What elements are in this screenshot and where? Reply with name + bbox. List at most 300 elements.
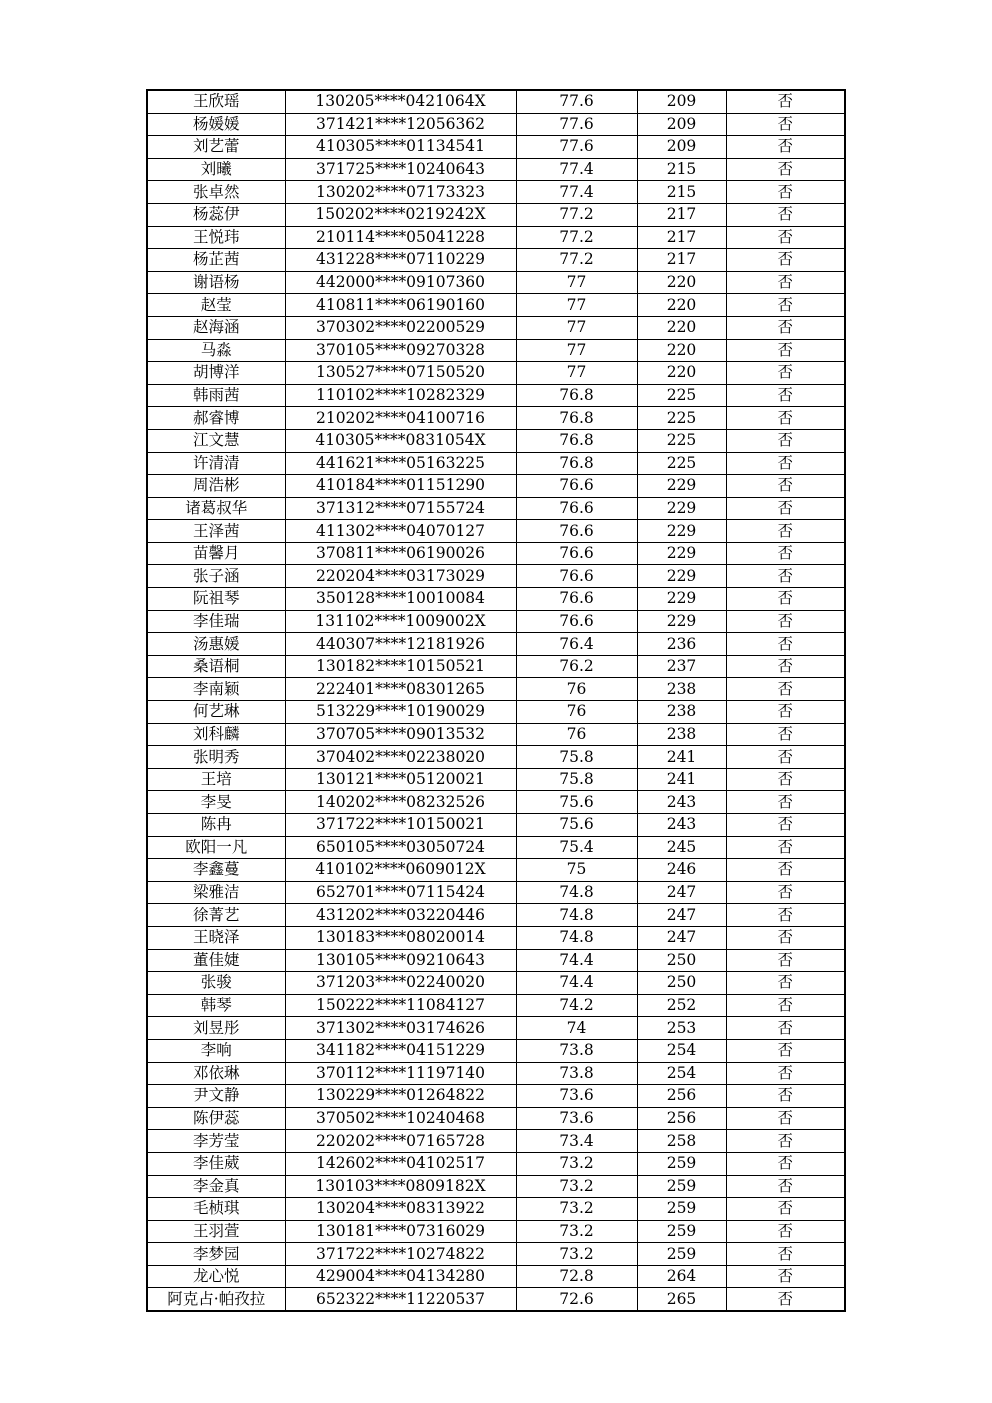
- table-row: [147, 791, 845, 814]
- name-cell: 桑语桐: [147, 655, 285, 678]
- score-cell: 75: [516, 859, 637, 882]
- table-row: [147, 701, 845, 724]
- score-cell: 77: [516, 294, 637, 317]
- table-row: [147, 1175, 845, 1198]
- table-row: [147, 565, 845, 588]
- id-number-cell: 410305****0831054X: [285, 429, 516, 452]
- id-number-cell: 210202****04100716: [285, 407, 516, 430]
- name-cell: 龙心悦: [147, 1265, 285, 1288]
- rank-cell: 265: [637, 1288, 726, 1311]
- rank-cell: 258: [637, 1130, 726, 1153]
- name-cell: 邓依琳: [147, 1062, 285, 1085]
- rank-cell: 259: [637, 1175, 726, 1198]
- id-number-cell: 652322****11220537: [285, 1288, 516, 1311]
- name-cell: 杨蕊伊: [147, 203, 285, 226]
- score-cell: 76.6: [516, 610, 637, 633]
- table-row: [147, 859, 845, 882]
- score-cell: 74.8: [516, 926, 637, 949]
- table-row: [147, 520, 845, 543]
- score-cell: 76.6: [516, 565, 637, 588]
- score-cell: 76.6: [516, 497, 637, 520]
- table-row: [147, 542, 845, 565]
- status-cell: 否: [726, 926, 845, 949]
- status-cell: 否: [726, 701, 845, 724]
- status-cell: 否: [726, 1107, 845, 1130]
- id-number-cell: 130105****09210643: [285, 949, 516, 972]
- id-number-cell: 130527****07150520: [285, 362, 516, 385]
- status-cell: 否: [726, 836, 845, 859]
- score-cell: 77: [516, 271, 637, 294]
- score-cell: 77: [516, 362, 637, 385]
- status-cell: 否: [726, 1175, 845, 1198]
- score-cell: 76: [516, 678, 637, 701]
- score-cell: 76.6: [516, 588, 637, 611]
- rank-cell: 243: [637, 814, 726, 837]
- status-cell: 否: [726, 1085, 845, 1108]
- name-cell: 张卓然: [147, 181, 285, 204]
- table-row: [147, 181, 845, 204]
- rank-cell: 229: [637, 565, 726, 588]
- score-cell: 73.2: [516, 1175, 637, 1198]
- name-cell: 胡博洋: [147, 362, 285, 385]
- table-row: [147, 610, 845, 633]
- rank-cell: 253: [637, 1017, 726, 1040]
- score-cell: 77.2: [516, 226, 637, 249]
- table-row: [147, 113, 845, 136]
- name-cell: 张明秀: [147, 746, 285, 769]
- status-cell: 否: [726, 972, 845, 995]
- table-row: [147, 1130, 845, 1153]
- score-cell: 75.8: [516, 768, 637, 791]
- name-cell: 李响: [147, 1039, 285, 1062]
- table-row: [147, 904, 845, 927]
- name-cell: 王欣瑶: [147, 90, 285, 113]
- score-cell: 76.8: [516, 384, 637, 407]
- rank-cell: 217: [637, 226, 726, 249]
- status-cell: 否: [726, 316, 845, 339]
- table-row: [147, 768, 845, 791]
- score-cell: 72.6: [516, 1288, 637, 1311]
- status-cell: 否: [726, 655, 845, 678]
- score-cell: 74.2: [516, 994, 637, 1017]
- status-cell: 否: [726, 452, 845, 475]
- rank-cell: 225: [637, 429, 726, 452]
- name-cell: 赵莹: [147, 294, 285, 317]
- name-cell: 李芳莹: [147, 1130, 285, 1153]
- name-cell: 李佳葳: [147, 1152, 285, 1175]
- table-row: [147, 1265, 845, 1288]
- table-row: [147, 1243, 845, 1266]
- status-cell: 否: [726, 1062, 845, 1085]
- id-number-cell: 442000****09107360: [285, 271, 516, 294]
- table-row: [147, 294, 845, 317]
- name-cell: 刘昱彤: [147, 1017, 285, 1040]
- rank-cell: 252: [637, 994, 726, 1017]
- rank-cell: 225: [637, 384, 726, 407]
- table-row: [147, 1062, 845, 1085]
- score-cell: 77.2: [516, 249, 637, 272]
- id-number-cell: 130205****0421064X: [285, 90, 516, 113]
- rank-cell: 209: [637, 136, 726, 159]
- status-cell: 否: [726, 339, 845, 362]
- status-cell: 否: [726, 1039, 845, 1062]
- score-cell: 74.4: [516, 949, 637, 972]
- status-cell: 否: [726, 113, 845, 136]
- status-cell: 否: [726, 904, 845, 927]
- rank-cell: 259: [637, 1220, 726, 1243]
- id-number-cell: 411302****04070127: [285, 520, 516, 543]
- rank-cell: 215: [637, 181, 726, 204]
- name-cell: 杨芷茜: [147, 249, 285, 272]
- name-cell: 梁雅洁: [147, 881, 285, 904]
- table-row: [147, 384, 845, 407]
- id-number-cell: 650105****03050724: [285, 836, 516, 859]
- name-cell: 李梦园: [147, 1243, 285, 1266]
- table-row: [147, 633, 845, 656]
- status-cell: 否: [726, 497, 845, 520]
- status-cell: 否: [726, 949, 845, 972]
- table-row: [147, 836, 845, 859]
- score-cell: 76.8: [516, 407, 637, 430]
- rank-cell: 250: [637, 949, 726, 972]
- name-cell: 许清清: [147, 452, 285, 475]
- status-cell: 否: [726, 1265, 845, 1288]
- table-row: [147, 994, 845, 1017]
- id-number-cell: 370811****06190026: [285, 542, 516, 565]
- rank-cell: 217: [637, 203, 726, 226]
- id-number-cell: 142602****04102517: [285, 1152, 516, 1175]
- table-row: [147, 339, 845, 362]
- table-row: [147, 814, 845, 837]
- rank-cell: 229: [637, 588, 726, 611]
- status-cell: 否: [726, 362, 845, 385]
- rank-cell: 229: [637, 497, 726, 520]
- score-cell: 76.8: [516, 452, 637, 475]
- id-number-cell: 370105****09270328: [285, 339, 516, 362]
- status-cell: 否: [726, 520, 845, 543]
- score-cell: 77.6: [516, 113, 637, 136]
- score-cell: 75.6: [516, 791, 637, 814]
- score-cell: 73.2: [516, 1243, 637, 1266]
- score-cell: 74.8: [516, 904, 637, 927]
- status-cell: 否: [726, 384, 845, 407]
- id-number-cell: 140202****08232526: [285, 791, 516, 814]
- status-cell: 否: [726, 181, 845, 204]
- id-number-cell: 370402****02238020: [285, 746, 516, 769]
- name-cell: 谢语杨: [147, 271, 285, 294]
- status-cell: 否: [726, 610, 845, 633]
- status-cell: 否: [726, 994, 845, 1017]
- rank-cell: 220: [637, 294, 726, 317]
- rank-cell: 254: [637, 1039, 726, 1062]
- name-cell: 汤惠媛: [147, 633, 285, 656]
- name-cell: 刘艺蕾: [147, 136, 285, 159]
- rank-cell: 220: [637, 271, 726, 294]
- rank-cell: 247: [637, 881, 726, 904]
- score-cell: 73.2: [516, 1152, 637, 1175]
- name-cell: 刘曦: [147, 158, 285, 181]
- score-cell: 73.8: [516, 1039, 637, 1062]
- status-cell: 否: [726, 271, 845, 294]
- status-cell: 否: [726, 678, 845, 701]
- rank-cell: 264: [637, 1265, 726, 1288]
- table-row: [147, 136, 845, 159]
- name-cell: 毛桢琪: [147, 1198, 285, 1221]
- status-cell: 否: [726, 723, 845, 746]
- status-cell: 否: [726, 475, 845, 498]
- score-cell: 77.2: [516, 203, 637, 226]
- id-number-cell: 210114****05041228: [285, 226, 516, 249]
- id-number-cell: 110102****10282329: [285, 384, 516, 407]
- status-cell: 否: [726, 791, 845, 814]
- id-number-cell: 431228****07110229: [285, 249, 516, 272]
- rank-cell: 256: [637, 1107, 726, 1130]
- id-number-cell: 150202****0219242X: [285, 203, 516, 226]
- table-row: [147, 746, 845, 769]
- rank-cell: 259: [637, 1243, 726, 1266]
- table-row: [147, 158, 845, 181]
- id-number-cell: 130202****07173323: [285, 181, 516, 204]
- rank-cell: 236: [637, 633, 726, 656]
- table-row: [147, 497, 845, 520]
- table-row: [147, 1152, 845, 1175]
- score-cell: 73.2: [516, 1220, 637, 1243]
- score-cell: 73.6: [516, 1085, 637, 1108]
- table-row: [147, 407, 845, 430]
- name-cell: 韩雨茜: [147, 384, 285, 407]
- table-row: [147, 271, 845, 294]
- rank-cell: 259: [637, 1152, 726, 1175]
- rank-cell: 250: [637, 972, 726, 995]
- name-cell: 欧阳一凡: [147, 836, 285, 859]
- table-row: [147, 90, 845, 113]
- name-cell: 周浩彬: [147, 475, 285, 498]
- name-cell: 尹文静: [147, 1085, 285, 1108]
- name-cell: 王羽萱: [147, 1220, 285, 1243]
- name-cell: 韩琴: [147, 994, 285, 1017]
- rank-cell: 238: [637, 701, 726, 724]
- table-row: [147, 452, 845, 475]
- status-cell: 否: [726, 746, 845, 769]
- id-number-cell: 222401****08301265: [285, 678, 516, 701]
- name-cell: 李旻: [147, 791, 285, 814]
- id-number-cell: 513229****10190029: [285, 701, 516, 724]
- status-cell: 否: [726, 1152, 845, 1175]
- status-cell: 否: [726, 294, 845, 317]
- status-cell: 否: [726, 1017, 845, 1040]
- rank-cell: 241: [637, 746, 726, 769]
- name-cell: 王培: [147, 768, 285, 791]
- status-cell: 否: [726, 768, 845, 791]
- score-cell: 73.8: [516, 1062, 637, 1085]
- name-cell: 李南颖: [147, 678, 285, 701]
- id-number-cell: 441621****05163225: [285, 452, 516, 475]
- status-cell: 否: [726, 1243, 845, 1266]
- status-cell: 否: [726, 859, 845, 882]
- rank-cell: 225: [637, 452, 726, 475]
- status-cell: 否: [726, 249, 845, 272]
- table-row: [147, 588, 845, 611]
- id-number-cell: 220202****07165728: [285, 1130, 516, 1153]
- score-cell: 77.4: [516, 158, 637, 181]
- table-row: [147, 949, 845, 972]
- id-number-cell: 371722****10150021: [285, 814, 516, 837]
- score-cell: 76: [516, 723, 637, 746]
- status-cell: 否: [726, 407, 845, 430]
- id-number-cell: 371203****02240020: [285, 972, 516, 995]
- id-number-cell: 220204****03173029: [285, 565, 516, 588]
- id-number-cell: 130103****0809182X: [285, 1175, 516, 1198]
- rank-cell: 259: [637, 1198, 726, 1221]
- score-cell: 77.6: [516, 90, 637, 113]
- name-cell: 赵海涵: [147, 316, 285, 339]
- table-row: [147, 1085, 845, 1108]
- status-cell: 否: [726, 226, 845, 249]
- status-cell: 否: [726, 1288, 845, 1311]
- id-number-cell: 370502****10240468: [285, 1107, 516, 1130]
- rank-cell: 237: [637, 655, 726, 678]
- id-number-cell: 130183****08020014: [285, 926, 516, 949]
- id-number-cell: 131102****1009002X: [285, 610, 516, 633]
- table-row: [147, 1198, 845, 1221]
- id-number-cell: 410811****06190160: [285, 294, 516, 317]
- score-cell: 77: [516, 316, 637, 339]
- id-number-cell: 130181****07316029: [285, 1220, 516, 1243]
- id-number-cell: 429004****04134280: [285, 1265, 516, 1288]
- score-cell: 76.8: [516, 429, 637, 452]
- rank-cell: 254: [637, 1062, 726, 1085]
- name-cell: 张子涵: [147, 565, 285, 588]
- score-cell: 77.4: [516, 181, 637, 204]
- rank-cell: 247: [637, 904, 726, 927]
- table-row: [147, 972, 845, 995]
- score-cell: 75.6: [516, 814, 637, 837]
- table-row: [147, 678, 845, 701]
- id-number-cell: 652701****07115424: [285, 881, 516, 904]
- score-cell: 72.8: [516, 1265, 637, 1288]
- rank-cell: 238: [637, 723, 726, 746]
- status-cell: 否: [726, 1130, 845, 1153]
- status-cell: 否: [726, 429, 845, 452]
- rank-cell: 225: [637, 407, 726, 430]
- id-number-cell: 371421****12056362: [285, 113, 516, 136]
- id-number-cell: 130229****01264822: [285, 1085, 516, 1108]
- table-row: [147, 1017, 845, 1040]
- rank-cell: 229: [637, 542, 726, 565]
- score-cell: 73.4: [516, 1130, 637, 1153]
- name-cell: 陈冉: [147, 814, 285, 837]
- id-number-cell: 370302****02200529: [285, 316, 516, 339]
- table-row: [147, 362, 845, 385]
- name-cell: 刘科麟: [147, 723, 285, 746]
- id-number-cell: 370705****09013532: [285, 723, 516, 746]
- status-cell: 否: [726, 1198, 845, 1221]
- name-cell: 陈伊蕊: [147, 1107, 285, 1130]
- id-number-cell: 130182****10150521: [285, 655, 516, 678]
- name-cell: 董佳婕: [147, 949, 285, 972]
- id-number-cell: 371725****10240643: [285, 158, 516, 181]
- score-cell: 76: [516, 701, 637, 724]
- name-cell: 阮祖琴: [147, 588, 285, 611]
- name-cell: 杨媛媛: [147, 113, 285, 136]
- id-number-cell: 341182****04151229: [285, 1039, 516, 1062]
- rank-cell: 217: [637, 249, 726, 272]
- rank-cell: 209: [637, 113, 726, 136]
- name-cell: 何艺琳: [147, 701, 285, 724]
- name-cell: 苗馨月: [147, 542, 285, 565]
- score-cell: 75.4: [516, 836, 637, 859]
- id-number-cell: 371302****03174626: [285, 1017, 516, 1040]
- rank-cell: 215: [637, 158, 726, 181]
- rank-cell: 243: [637, 791, 726, 814]
- score-cell: 73.2: [516, 1198, 637, 1221]
- name-cell: 郝睿博: [147, 407, 285, 430]
- table-row: [147, 1288, 845, 1311]
- name-cell: 马淼: [147, 339, 285, 362]
- score-cell: 76.6: [516, 542, 637, 565]
- rank-cell: 241: [637, 768, 726, 791]
- rank-cell: 245: [637, 836, 726, 859]
- table-row: [147, 723, 845, 746]
- table-row: [147, 316, 845, 339]
- status-cell: 否: [726, 1220, 845, 1243]
- score-cell: 75.8: [516, 746, 637, 769]
- status-cell: 否: [726, 881, 845, 904]
- status-cell: 否: [726, 633, 845, 656]
- id-number-cell: 431202****03220446: [285, 904, 516, 927]
- name-cell: 王悦玮: [147, 226, 285, 249]
- name-cell: 诸葛叔华: [147, 497, 285, 520]
- id-number-cell: 440307****12181926: [285, 633, 516, 656]
- table-row: [147, 1220, 845, 1243]
- rank-cell: 220: [637, 362, 726, 385]
- table-row: [147, 881, 845, 904]
- rank-cell: 220: [637, 316, 726, 339]
- score-cell: 73.6: [516, 1107, 637, 1130]
- rank-cell: 229: [637, 610, 726, 633]
- rank-cell: 209: [637, 90, 726, 113]
- table-body: [147, 90, 845, 1311]
- status-cell: 否: [726, 565, 845, 588]
- table-row: [147, 203, 845, 226]
- rank-cell: 256: [637, 1085, 726, 1108]
- name-cell: 王晓泽: [147, 926, 285, 949]
- table-row: [147, 249, 845, 272]
- score-cell: 76.6: [516, 520, 637, 543]
- id-number-cell: 150222****11084127: [285, 994, 516, 1017]
- rank-cell: 246: [637, 859, 726, 882]
- rank-cell: 229: [637, 475, 726, 498]
- rank-cell: 220: [637, 339, 726, 362]
- id-number-cell: 410102****0609012X: [285, 859, 516, 882]
- rank-cell: 238: [637, 678, 726, 701]
- rank-cell: 247: [637, 926, 726, 949]
- name-cell: 王泽茜: [147, 520, 285, 543]
- score-cell: 74.4: [516, 972, 637, 995]
- id-number-cell: 130121****05120021: [285, 768, 516, 791]
- name-cell: 李佳瑞: [147, 610, 285, 633]
- table-row: [147, 429, 845, 452]
- table-row: [147, 1039, 845, 1062]
- table-row: [147, 926, 845, 949]
- name-cell: 阿克占·帕孜拉: [147, 1288, 285, 1311]
- status-cell: 否: [726, 542, 845, 565]
- id-number-cell: 371312****07155724: [285, 497, 516, 520]
- name-cell: 江文慧: [147, 429, 285, 452]
- rank-cell: 229: [637, 520, 726, 543]
- score-cell: 76.6: [516, 475, 637, 498]
- id-number-cell: 350128****10010084: [285, 588, 516, 611]
